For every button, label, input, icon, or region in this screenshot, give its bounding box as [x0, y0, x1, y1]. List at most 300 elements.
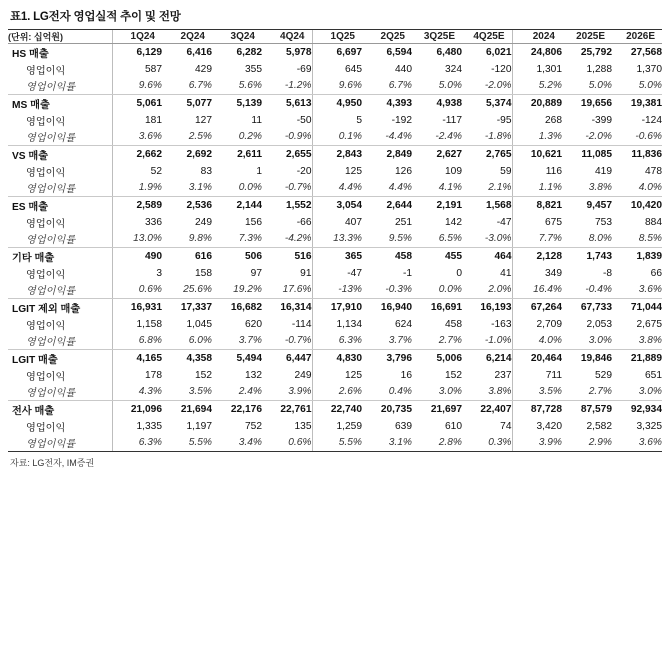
- cell: 516: [294, 250, 312, 262]
- cell: -1.0%: [462, 333, 512, 350]
- cell: 5,613: [286, 97, 312, 109]
- cell: 8,821: [512, 197, 562, 214]
- cell: 268: [512, 112, 562, 129]
- cell: 152: [195, 369, 212, 381]
- column-header-2025e: 2025E: [562, 30, 612, 44]
- cell: 2,849: [386, 148, 412, 160]
- cell: 17,337: [180, 301, 212, 313]
- column-header-4q25e: 4Q25E: [462, 30, 512, 44]
- cell: 5.6%: [212, 78, 262, 95]
- cell: 19,381: [630, 97, 662, 109]
- cell: 645: [312, 61, 362, 78]
- cell: 2,589: [112, 197, 162, 214]
- cell: 2,765: [486, 148, 512, 160]
- cell: 2.7%: [412, 333, 462, 350]
- cell: 8.0%: [562, 231, 612, 248]
- cell: 5.0%: [612, 78, 662, 95]
- cell: 11,085: [581, 148, 612, 160]
- row-label-op-margin: 영업이익률: [8, 282, 112, 299]
- cell: 1,743: [586, 250, 612, 262]
- cell: -8: [602, 267, 612, 279]
- cell: 5.5%: [162, 435, 212, 452]
- cell: 21,694: [180, 403, 212, 415]
- cell: 336: [112, 214, 162, 231]
- cell: 5.2%: [512, 78, 562, 95]
- cell: -50: [296, 114, 312, 126]
- row-label-ex-lgit-sales: LGIT 제외 매출: [12, 303, 81, 315]
- cell: 478: [645, 165, 662, 177]
- cell: -0.7%: [262, 333, 312, 350]
- cell: 1,134: [312, 316, 362, 333]
- row-label-hs-sales: HS 매출: [12, 48, 49, 60]
- cell: 142: [445, 216, 462, 228]
- cell: -66: [296, 216, 312, 228]
- cell: 97: [250, 267, 262, 279]
- cell: 9,457: [586, 199, 612, 211]
- cell: 132: [245, 369, 262, 381]
- cell: 624: [395, 318, 412, 330]
- table-row: [8, 350, 662, 367]
- row-label-op-profit: 영업이익: [26, 422, 66, 434]
- cell: 6,282: [236, 46, 262, 58]
- cell: 3,325: [636, 420, 662, 432]
- table-row: [8, 384, 662, 401]
- table-row: [8, 78, 662, 95]
- table-row: [8, 163, 662, 180]
- row-label-op-margin: 영업이익률: [8, 180, 112, 197]
- cell: 24,806: [512, 44, 562, 61]
- cell: 1,568: [486, 199, 512, 211]
- row-label-op-margin: 영업이익률: [8, 78, 112, 95]
- cell: -0.4%: [562, 282, 612, 299]
- cell: 0.6%: [112, 282, 162, 299]
- cell: 6,416: [186, 46, 212, 58]
- cell: 8.5%: [612, 231, 662, 248]
- row-label-op-profit: 영업이익: [26, 218, 66, 230]
- cell: 2.8%: [412, 435, 462, 452]
- source-note: 자료: LG전자, IM증권: [10, 458, 95, 468]
- cell: 27,568: [630, 46, 662, 58]
- cell: 2.9%: [562, 435, 612, 452]
- cell: 127: [195, 114, 212, 126]
- unit-label: (단위: 십억원): [8, 30, 112, 44]
- cell: 4,830: [312, 350, 362, 367]
- cell: 753: [595, 216, 612, 228]
- cell: -0.7%: [262, 180, 312, 197]
- cell: 3.7%: [362, 333, 412, 350]
- table-row: [8, 231, 662, 248]
- cell: 22,176: [230, 403, 262, 415]
- cell: 2,536: [186, 199, 212, 211]
- cell: 2.7%: [562, 384, 612, 401]
- cell: 109: [445, 165, 462, 177]
- cell: 2,644: [386, 199, 412, 211]
- cell: -163: [491, 318, 512, 330]
- cell: 2,709: [512, 316, 562, 333]
- cell: 9.5%: [362, 231, 412, 248]
- cell: 1,158: [112, 316, 162, 333]
- row-label-op-margin: 영업이익률: [8, 129, 112, 146]
- row-label-etc-sales: 기타 매출: [12, 252, 55, 264]
- cell: 21,889: [630, 352, 662, 364]
- cell: 156: [245, 216, 262, 228]
- table-row: [8, 248, 662, 265]
- cell: -0.6%: [612, 129, 662, 146]
- table-row: [8, 418, 662, 435]
- cell: 67,264: [512, 299, 562, 316]
- cell: 4.4%: [362, 180, 412, 197]
- cell: 587: [112, 61, 162, 78]
- row-label-es-sales: ES 매출: [12, 201, 49, 213]
- row-label-op-margin: 영업이익률: [8, 333, 112, 350]
- cell: 2,662: [112, 146, 162, 163]
- cell: 3.5%: [512, 384, 562, 401]
- cell: 3.6%: [612, 435, 662, 452]
- cell: -95: [496, 114, 512, 126]
- cell: 0.3%: [462, 435, 512, 452]
- cell: -399: [591, 114, 612, 126]
- cell: 5,374: [486, 97, 512, 109]
- cell: 620: [245, 318, 262, 330]
- header-row: [8, 30, 662, 44]
- cell: 5,077: [186, 97, 212, 109]
- cell: 529: [595, 369, 612, 381]
- cell: 126: [395, 165, 412, 177]
- cell: 2,144: [236, 199, 262, 211]
- cell: 91: [300, 267, 312, 279]
- column-header-2q25: 2Q25: [362, 30, 412, 44]
- column-header-2024: 2024: [512, 30, 562, 44]
- table-body: [8, 44, 662, 452]
- cell: 1.9%: [112, 180, 162, 197]
- cell: 0.0%: [212, 180, 262, 197]
- cell: 3.9%: [262, 384, 312, 401]
- cell: 5,006: [436, 352, 462, 364]
- row-label-op-profit: 영업이익: [26, 320, 66, 332]
- cell: -47: [496, 216, 512, 228]
- cell: 19,846: [580, 352, 612, 364]
- column-header-1q24: 1Q24: [112, 30, 162, 44]
- row-label-lgit-sales: LGIT 매출: [12, 354, 58, 366]
- cell: 2,627: [436, 148, 462, 160]
- cell: 3.6%: [112, 129, 162, 146]
- cell: -0.3%: [362, 282, 412, 299]
- cell: 3.8%: [462, 384, 512, 401]
- row-label-op-margin: 영업이익률: [8, 384, 112, 401]
- cell: 10,420: [630, 199, 662, 211]
- column-header-2q24: 2Q24: [162, 30, 212, 44]
- cell: 0.2%: [212, 129, 262, 146]
- cell: 419: [595, 165, 612, 177]
- cell: 20,889: [512, 95, 562, 112]
- cell: 464: [494, 250, 512, 262]
- cell: 2,675: [636, 318, 662, 330]
- cell: -13%: [312, 282, 362, 299]
- cell: 9.6%: [112, 78, 162, 95]
- cell: 6,697: [312, 44, 362, 61]
- cell: 3,054: [312, 197, 362, 214]
- cell: 2,582: [586, 420, 612, 432]
- row-label-op-profit: 영업이익: [26, 269, 66, 281]
- cell: 20,464: [512, 350, 562, 367]
- row-label-op-margin: 영업이익률: [8, 435, 112, 452]
- cell: 0.1%: [312, 129, 362, 146]
- cell: -120: [491, 63, 512, 75]
- cell: 2,611: [237, 148, 262, 160]
- cell: -3.0%: [462, 231, 512, 248]
- cell: 675: [512, 214, 562, 231]
- cell: 6,214: [486, 352, 512, 364]
- cell: 16,314: [280, 301, 312, 313]
- cell: 2.4%: [212, 384, 262, 401]
- cell: 6,447: [286, 352, 312, 364]
- cell: 3,796: [386, 352, 412, 364]
- cell: 1,370: [636, 63, 662, 75]
- cell: 3,420: [512, 418, 562, 435]
- cell: 125: [312, 367, 362, 384]
- cell: 407: [312, 214, 362, 231]
- cell: 3.1%: [362, 435, 412, 452]
- cell: 13.0%: [112, 231, 162, 248]
- cell: 6.3%: [112, 435, 162, 452]
- cell: 20,735: [380, 403, 412, 415]
- cell: 11,836: [631, 148, 662, 160]
- cell: 2.0%: [462, 282, 512, 299]
- cell: 16.4%: [512, 282, 562, 299]
- cell: -1.8%: [462, 129, 512, 146]
- cell: 17,910: [312, 299, 362, 316]
- cell: 87,579: [580, 403, 612, 415]
- cell: -1.2%: [262, 78, 312, 95]
- financial-table: [8, 29, 662, 452]
- cell: 1,301: [512, 61, 562, 78]
- cell: 6,594: [386, 46, 412, 58]
- cell: 6,021: [486, 46, 512, 58]
- row-label-total-sales: 전사 매출: [12, 405, 55, 417]
- table-row: [8, 112, 662, 129]
- cell: 5.0%: [562, 78, 612, 95]
- cell: 237: [494, 369, 512, 381]
- cell: 616: [195, 250, 212, 262]
- cell: -2.4%: [412, 129, 462, 146]
- cell: 5,061: [112, 95, 162, 112]
- cell: -20: [296, 165, 312, 177]
- cell: 251: [395, 216, 412, 228]
- cell: 178: [112, 367, 162, 384]
- cell: 16: [400, 369, 412, 381]
- cell: 3.5%: [162, 384, 212, 401]
- cell: 16,682: [230, 301, 262, 313]
- cell: 10,621: [512, 146, 562, 163]
- cell: 5,139: [236, 97, 262, 109]
- cell: -192: [391, 114, 412, 126]
- cell: 181: [112, 112, 162, 129]
- cell: 2,692: [186, 148, 212, 160]
- cell: 21,697: [430, 403, 462, 415]
- cell: 67,733: [580, 301, 612, 313]
- cell: 0: [456, 267, 462, 279]
- cell: -2.0%: [462, 78, 512, 95]
- cell: 5,978: [286, 46, 312, 58]
- cell: 25.6%: [162, 282, 212, 299]
- table-row: [8, 265, 662, 282]
- cell: -117: [442, 114, 462, 126]
- cell: 3: [112, 265, 162, 282]
- cell: 4,938: [436, 97, 462, 109]
- cell: 2,128: [512, 248, 562, 265]
- cell: 0.0%: [412, 282, 462, 299]
- cell: -124: [641, 114, 662, 126]
- cell: -1: [402, 267, 412, 279]
- cell: 2.6%: [312, 384, 362, 401]
- cell: 1,335: [112, 418, 162, 435]
- cell: -4.4%: [362, 129, 412, 146]
- cell: 610: [445, 420, 462, 432]
- table-row: [8, 401, 662, 418]
- cell: 125: [312, 163, 362, 180]
- cell: 41: [500, 267, 512, 279]
- cell: 17.6%: [262, 282, 312, 299]
- cell: 349: [512, 265, 562, 282]
- cell: 52: [112, 163, 162, 180]
- cell: 3.9%: [512, 435, 562, 452]
- cell: 16,691: [430, 301, 462, 313]
- row-label-op-profit: 영업이익: [26, 167, 66, 179]
- cell: 429: [195, 63, 212, 75]
- cell: -0.9%: [262, 129, 312, 146]
- table-row: [8, 214, 662, 231]
- cell: 0.4%: [362, 384, 412, 401]
- cell: -2.0%: [562, 129, 612, 146]
- cell: 324: [445, 63, 462, 75]
- cell: 9.8%: [162, 231, 212, 248]
- cell: 16,940: [380, 301, 412, 313]
- table-row: [8, 180, 662, 197]
- cell: 19.2%: [212, 282, 262, 299]
- cell: -69: [296, 63, 312, 75]
- table-row: [8, 316, 662, 333]
- cell: 7.7%: [512, 231, 562, 248]
- table-row: [8, 333, 662, 350]
- cell: 22,407: [480, 403, 512, 415]
- cell: 2.5%: [162, 129, 212, 146]
- cell: 365: [312, 248, 362, 265]
- cell: 651: [645, 369, 662, 381]
- row-label-op-profit: 영업이익: [26, 65, 66, 77]
- cell: 6.8%: [112, 333, 162, 350]
- cell: 4.4%: [312, 180, 362, 197]
- cell: 19,656: [580, 97, 612, 109]
- cell: 87,728: [512, 401, 562, 418]
- cell: 158: [195, 267, 212, 279]
- cell: 2,655: [286, 148, 312, 160]
- cell: 1,552: [286, 199, 312, 211]
- cell: 2,191: [436, 199, 462, 211]
- cell: 4,950: [312, 95, 362, 112]
- cell: 1,259: [312, 418, 362, 435]
- cell: 16,193: [480, 301, 512, 313]
- cell: 249: [195, 216, 212, 228]
- cell: 458: [445, 318, 462, 330]
- cell: 355: [245, 63, 262, 75]
- cell: 6.3%: [312, 333, 362, 350]
- cell: 59: [500, 165, 512, 177]
- cell: 3.6%: [612, 282, 662, 299]
- table-row: [8, 61, 662, 78]
- cell: 83: [200, 165, 212, 177]
- cell: 1: [256, 165, 262, 177]
- cell: 6,480: [436, 46, 462, 58]
- cell: 2,843: [312, 146, 362, 163]
- cell: 4.0%: [612, 180, 662, 197]
- page-title: 표1. LG전자 영업실적 추이 및 전망: [10, 11, 181, 23]
- cell: 5.5%: [312, 435, 362, 452]
- cell: 5: [312, 112, 362, 129]
- cell: 25,792: [580, 46, 612, 58]
- cell: 711: [512, 367, 562, 384]
- table-row: [8, 95, 662, 112]
- cell: 1.3%: [512, 129, 562, 146]
- table-row: [8, 146, 662, 163]
- cell: 21,096: [112, 401, 162, 418]
- cell: 6.5%: [412, 231, 462, 248]
- cell: 13.3%: [312, 231, 362, 248]
- cell: 3.0%: [412, 384, 462, 401]
- cell: 5,494: [236, 352, 262, 364]
- cell: 1,839: [636, 250, 662, 262]
- cell: 249: [294, 369, 312, 381]
- cell: 71,044: [630, 301, 662, 313]
- cell: 3.0%: [562, 333, 612, 350]
- cell: 4.1%: [412, 180, 462, 197]
- column-header-1q25: 1Q25: [312, 30, 362, 44]
- cell: 2.1%: [462, 180, 512, 197]
- cell: 22,740: [312, 401, 362, 418]
- cell: 4,393: [386, 97, 412, 109]
- cell: 4,165: [112, 350, 162, 367]
- cell: -47: [312, 265, 362, 282]
- cell: 6.0%: [162, 333, 212, 350]
- column-header-3q25e: 3Q25E: [412, 30, 462, 44]
- row-label-vs-sales: VS 매출: [12, 150, 49, 162]
- cell: 4,358: [186, 352, 212, 364]
- cell: 92,934: [630, 403, 662, 415]
- cell: 752: [245, 420, 262, 432]
- cell: 135: [294, 420, 312, 432]
- cell: 11: [251, 114, 262, 126]
- cell: 6.7%: [362, 78, 412, 95]
- column-header-3q24: 3Q24: [212, 30, 262, 44]
- cell: 9.6%: [312, 78, 362, 95]
- cell: 884: [645, 216, 662, 228]
- cell: 2,053: [586, 318, 612, 330]
- row-label-op-profit: 영업이익: [26, 116, 66, 128]
- row-label-op-profit: 영업이익: [26, 371, 66, 383]
- cell: 458: [395, 250, 412, 262]
- table-row: [8, 44, 662, 61]
- column-header-2026e: 2026E: [612, 30, 662, 44]
- table-row: [8, 367, 662, 384]
- cell: 4.0%: [512, 333, 562, 350]
- table-row: [8, 299, 662, 316]
- cell: 5.0%: [412, 78, 462, 95]
- cell: 7.3%: [212, 231, 262, 248]
- cell: 0.6%: [262, 435, 312, 452]
- cell: 16,931: [112, 299, 162, 316]
- cell: 6,129: [112, 44, 162, 61]
- cell: 3.0%: [612, 384, 662, 401]
- cell: 4.3%: [112, 384, 162, 401]
